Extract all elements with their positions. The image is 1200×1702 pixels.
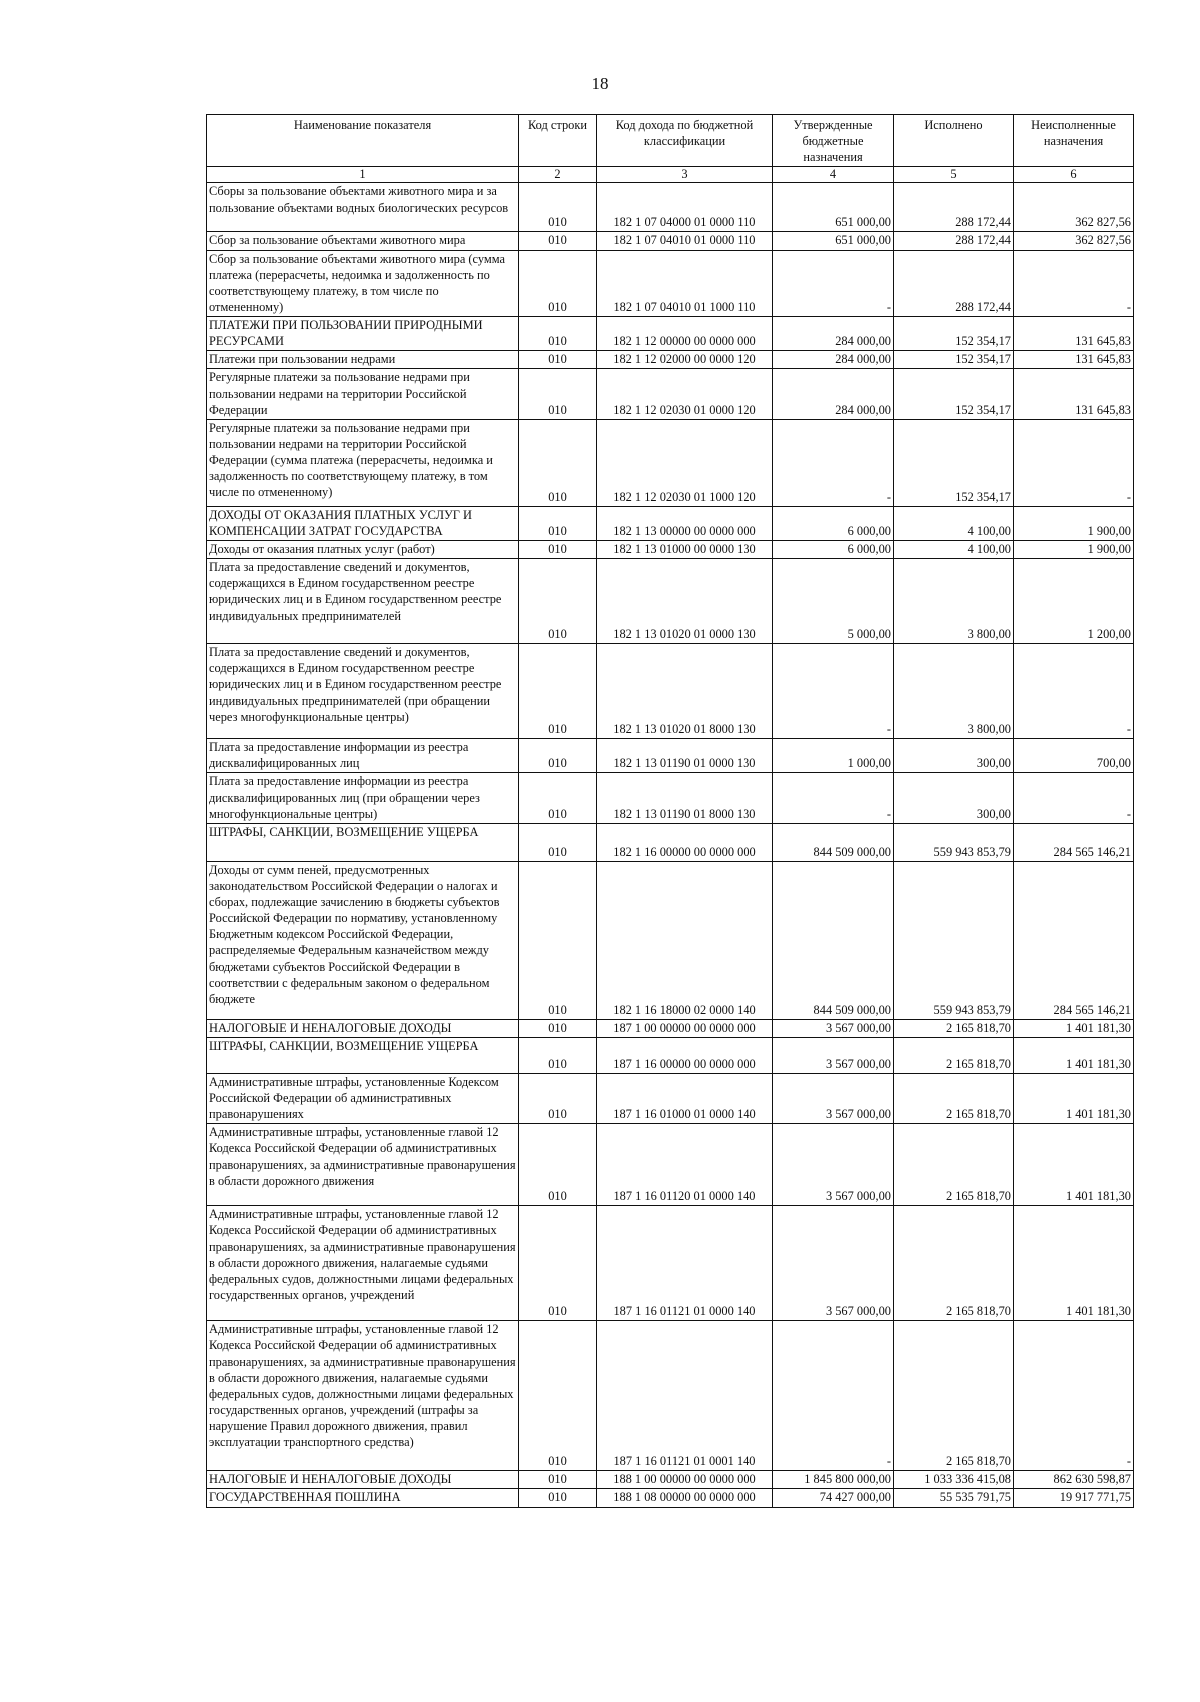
approved-amount-cell: - xyxy=(773,1321,894,1471)
line-code-cell: 010 xyxy=(519,559,597,644)
budget-execution-table xyxy=(206,114,1134,1508)
income-code-cell: 182 1 13 01190 01 0000 130 xyxy=(597,739,773,773)
approved-amount-cell: 651 000,00 xyxy=(773,183,894,232)
line-code-cell: 010 xyxy=(519,1124,597,1206)
unexecuted-amount-cell: 1 401 181,30 xyxy=(1014,1206,1134,1321)
indicator-name-cell: Регулярные платежи за пользование недрами при пользовании недрами на территории Российской Федерации xyxy=(207,369,519,419)
approved-amount-cell: 6 000,00 xyxy=(773,506,894,540)
table-row xyxy=(207,506,1134,540)
table-header-row xyxy=(207,115,1134,167)
approved-amount-cell: - xyxy=(773,419,894,506)
table-row xyxy=(207,250,1134,317)
line-code-cell: 010 xyxy=(519,1019,597,1037)
indicator-name-cell: Плата за предоставление сведений и документов, содержащихся в Едином государственном реестре юридических лиц и в Едином государственном реестре индивидуальных предпринимателей xyxy=(207,559,519,644)
unexecuted-amount-cell: 131 645,83 xyxy=(1014,369,1134,419)
unexecuted-amount-cell: 1 401 181,30 xyxy=(1014,1037,1134,1073)
indicator-name-cell: Плата за предоставление сведений и документов, содержащихся в Едином государственном реестре юридических лиц и в Едином государственном реестре индивидуальных предпринимателей (при обращении через многофункциональные центры) xyxy=(207,644,519,739)
approved-amount-cell: 3 567 000,00 xyxy=(773,1019,894,1037)
table-row xyxy=(207,541,1134,559)
table-row xyxy=(207,1124,1134,1206)
table-row xyxy=(207,773,1134,823)
table-row xyxy=(207,861,1134,1019)
executed-amount-cell: 288 172,44 xyxy=(894,232,1014,250)
line-code-cell: 010 xyxy=(519,232,597,250)
unexecuted-amount-cell: 131 645,83 xyxy=(1014,351,1134,369)
income-code-cell: 182 1 07 04010 01 0000 110 xyxy=(597,232,773,250)
executed-amount-cell: 2 165 818,70 xyxy=(894,1206,1014,1321)
indicator-name-cell: Сбор за пользование объектами животного мира (сумма платежа (перерасчеты, недоимка и задолженность по соответствующему платежу, в том числе по отмененному) xyxy=(207,250,519,317)
approved-amount-cell: 3 567 000,00 xyxy=(773,1206,894,1321)
column-number: 6 xyxy=(1014,167,1134,183)
header-executed: Исполнено xyxy=(894,115,1014,167)
header-line-code: Код строки xyxy=(519,115,597,167)
line-code-cell: 010 xyxy=(519,861,597,1019)
table-row xyxy=(207,369,1134,419)
indicator-name-cell: Доходы от оказания платных услуг (работ) xyxy=(207,541,519,559)
header-income-code: Код дохода по бюджетной классификации xyxy=(597,115,773,167)
approved-amount-cell: 284 000,00 xyxy=(773,317,894,351)
income-code-cell: 187 1 16 01121 01 0001 140 xyxy=(597,1321,773,1471)
indicator-name-cell: Сбор за пользование объектами животного мира xyxy=(207,232,519,250)
table-row xyxy=(207,1019,1134,1037)
line-code-cell: 010 xyxy=(519,1073,597,1123)
column-number: 4 xyxy=(773,167,894,183)
indicator-name-cell: Плата за предоставление информации из реестра дисквалифицированных лиц xyxy=(207,739,519,773)
line-code-cell: 010 xyxy=(519,1206,597,1321)
table-row xyxy=(207,559,1134,644)
unexecuted-amount-cell: 362 827,56 xyxy=(1014,183,1134,232)
executed-amount-cell: 288 172,44 xyxy=(894,250,1014,317)
executed-amount-cell: 152 354,17 xyxy=(894,369,1014,419)
approved-amount-cell: 284 000,00 xyxy=(773,369,894,419)
executed-amount-cell: 152 354,17 xyxy=(894,419,1014,506)
table-row xyxy=(207,1037,1134,1073)
table-row xyxy=(207,823,1134,861)
page-number: 18 xyxy=(591,74,609,93)
executed-amount-cell: 288 172,44 xyxy=(894,183,1014,232)
approved-amount-cell: - xyxy=(773,644,894,739)
approved-amount-cell: 3 567 000,00 xyxy=(773,1037,894,1073)
approved-amount-cell: 844 509 000,00 xyxy=(773,823,894,861)
unexecuted-amount-cell: 1 900,00 xyxy=(1014,541,1134,559)
income-code-cell: 182 1 12 02030 01 0000 120 xyxy=(597,369,773,419)
line-code-cell: 010 xyxy=(519,541,597,559)
income-code-cell: 182 1 12 02030 01 1000 120 xyxy=(597,419,773,506)
indicator-name-cell: Регулярные платежи за пользование недрами при пользовании недрами на территории Российской Федерации (сумма платежа (перерасчеты, недоимка и задолженность по соответствующему платежу, в том числе по отмененному) xyxy=(207,419,519,506)
table-row xyxy=(207,1321,1134,1471)
approved-amount-cell: 1 000,00 xyxy=(773,739,894,773)
approved-amount-cell: 651 000,00 xyxy=(773,232,894,250)
unexecuted-amount-cell: - xyxy=(1014,644,1134,739)
table-row xyxy=(207,351,1134,369)
indicator-name-cell: Административные штрафы, установленные главой 12 Кодекса Российской Федерации об административных правонарушениях, за административные правонарушения в области дорожного движения, налагаемые судьями федеральных судов, должностными лицами федеральных государственных органов, учреждений (штрафы за нарушение Правил дорожного движения, правил эксплуатации транспортного средства) xyxy=(207,1321,519,1471)
executed-amount-cell: 559 943 853,79 xyxy=(894,823,1014,861)
column-number: 1 xyxy=(207,167,519,183)
approved-amount-cell: 6 000,00 xyxy=(773,541,894,559)
indicator-name-cell: НАЛОГОВЫЕ И НЕНАЛОГОВЫЕ ДОХОДЫ xyxy=(207,1471,519,1489)
executed-amount-cell: 2 165 818,70 xyxy=(894,1321,1014,1471)
executed-amount-cell: 2 165 818,70 xyxy=(894,1073,1014,1123)
line-code-cell: 010 xyxy=(519,1321,597,1471)
line-code-cell: 010 xyxy=(519,419,597,506)
line-code-cell: 010 xyxy=(519,250,597,317)
executed-amount-cell: 152 354,17 xyxy=(894,351,1014,369)
line-code-cell: 010 xyxy=(519,823,597,861)
income-code-cell: 182 1 07 04010 01 1000 110 xyxy=(597,250,773,317)
executed-amount-cell: 2 165 818,70 xyxy=(894,1124,1014,1206)
executed-amount-cell: 1 033 336 415,08 xyxy=(894,1471,1014,1489)
line-code-cell: 010 xyxy=(519,351,597,369)
unexecuted-amount-cell: 284 565 146,21 xyxy=(1014,823,1134,861)
income-code-cell: 188 1 00 00000 00 0000 000 xyxy=(597,1471,773,1489)
table-row xyxy=(207,232,1134,250)
unexecuted-amount-cell: 1 200,00 xyxy=(1014,559,1134,644)
indicator-name-cell: Административные штрафы, установленные Кодексом Российской Федерации об административных правонарушениях xyxy=(207,1073,519,1123)
income-code-cell: 182 1 16 00000 00 0000 000 xyxy=(597,823,773,861)
approved-amount-cell: 1 845 800 000,00 xyxy=(773,1471,894,1489)
approved-amount-cell: 5 000,00 xyxy=(773,559,894,644)
income-code-cell: 187 1 16 00000 00 0000 000 xyxy=(597,1037,773,1073)
indicator-name-cell: Платежи при пользовании недрами xyxy=(207,351,519,369)
indicator-name-cell: ПЛАТЕЖИ ПРИ ПОЛЬЗОВАНИИ ПРИРОДНЫМИ РЕСУРСАМИ xyxy=(207,317,519,351)
approved-amount-cell: 3 567 000,00 xyxy=(773,1124,894,1206)
line-code-cell: 010 xyxy=(519,773,597,823)
table-row xyxy=(207,317,1134,351)
income-code-cell: 182 1 13 01190 01 8000 130 xyxy=(597,773,773,823)
income-code-cell: 182 1 13 01000 00 0000 130 xyxy=(597,541,773,559)
approved-amount-cell: - xyxy=(773,250,894,317)
executed-amount-cell: 559 943 853,79 xyxy=(894,861,1014,1019)
executed-amount-cell: 300,00 xyxy=(894,773,1014,823)
income-code-cell: 182 1 12 02000 00 0000 120 xyxy=(597,351,773,369)
unexecuted-amount-cell: - xyxy=(1014,419,1134,506)
unexecuted-amount-cell: 1 900,00 xyxy=(1014,506,1134,540)
executed-amount-cell: 152 354,17 xyxy=(894,317,1014,351)
income-code-cell: 182 1 13 01020 01 0000 130 xyxy=(597,559,773,644)
table-row xyxy=(207,644,1134,739)
table-row xyxy=(207,739,1134,773)
unexecuted-amount-cell: 362 827,56 xyxy=(1014,232,1134,250)
table-row xyxy=(207,419,1134,506)
approved-amount-cell: 3 567 000,00 xyxy=(773,1073,894,1123)
income-code-cell: 187 1 16 01000 01 0000 140 xyxy=(597,1073,773,1123)
executed-amount-cell: 3 800,00 xyxy=(894,559,1014,644)
table-row xyxy=(207,1073,1134,1123)
line-code-cell: 010 xyxy=(519,183,597,232)
line-code-cell: 010 xyxy=(519,739,597,773)
column-number: 3 xyxy=(597,167,773,183)
table-row xyxy=(207,183,1134,232)
column-number-row xyxy=(207,167,1134,183)
indicator-name-cell: НАЛОГОВЫЕ И НЕНАЛОГОВЫЕ ДОХОДЫ xyxy=(207,1019,519,1037)
header-approved: Утвержденные бюджетные назначения xyxy=(773,115,894,167)
line-code-cell: 010 xyxy=(519,1489,597,1507)
income-code-cell: 187 1 00 00000 00 0000 000 xyxy=(597,1019,773,1037)
line-code-cell: 010 xyxy=(519,506,597,540)
line-code-cell: 010 xyxy=(519,369,597,419)
unexecuted-amount-cell: 19 917 771,75 xyxy=(1014,1489,1134,1507)
executed-amount-cell: 4 100,00 xyxy=(894,506,1014,540)
unexecuted-amount-cell: 1 401 181,30 xyxy=(1014,1124,1134,1206)
table-row xyxy=(207,1206,1134,1321)
executed-amount-cell: 3 800,00 xyxy=(894,644,1014,739)
approved-amount-cell: 844 509 000,00 xyxy=(773,861,894,1019)
indicator-name-cell: ШТРАФЫ, САНКЦИИ, ВОЗМЕЩЕНИЕ УЩЕРБА xyxy=(207,823,519,861)
unexecuted-amount-cell: 1 401 181,30 xyxy=(1014,1073,1134,1123)
column-number: 2 xyxy=(519,167,597,183)
unexecuted-amount-cell: 700,00 xyxy=(1014,739,1134,773)
income-code-cell: 182 1 12 00000 00 0000 000 xyxy=(597,317,773,351)
table-row xyxy=(207,1471,1134,1489)
income-code-cell: 182 1 07 04000 01 0000 110 xyxy=(597,183,773,232)
income-code-cell: 188 1 08 00000 00 0000 000 xyxy=(597,1489,773,1507)
approved-amount-cell: 284 000,00 xyxy=(773,351,894,369)
unexecuted-amount-cell: 284 565 146,21 xyxy=(1014,861,1134,1019)
unexecuted-amount-cell: - xyxy=(1014,773,1134,823)
executed-amount-cell: 2 165 818,70 xyxy=(894,1037,1014,1073)
indicator-name-cell: ШТРАФЫ, САНКЦИИ, ВОЗМЕЩЕНИЕ УЩЕРБА xyxy=(207,1037,519,1073)
indicator-name-cell: Плата за предоставление информации из реестра дисквалифицированных лиц (при обращении через многофункциональные центры) xyxy=(207,773,519,823)
header-indicator-name: Наименование показателя xyxy=(207,115,519,167)
indicator-name-cell: Административные штрафы, установленные главой 12 Кодекса Российской Федерации об административных правонарушениях, за административные правонарушения в области дорожного движения, налагаемые судьями федеральных судов, должностными лицами федеральных государственных органов, учреждений xyxy=(207,1206,519,1321)
unexecuted-amount-cell: 131 645,83 xyxy=(1014,317,1134,351)
approved-amount-cell: - xyxy=(773,773,894,823)
line-code-cell: 010 xyxy=(519,1471,597,1489)
line-code-cell: 010 xyxy=(519,317,597,351)
approved-amount-cell: 74 427 000,00 xyxy=(773,1489,894,1507)
unexecuted-amount-cell: 862 630 598,87 xyxy=(1014,1471,1134,1489)
indicator-name-cell: Сборы за пользование объектами животного мира и за пользование объектами водных биологических ресурсов xyxy=(207,183,519,232)
unexecuted-amount-cell: 1 401 181,30 xyxy=(1014,1019,1134,1037)
indicator-name-cell: ГОСУДАРСТВЕННАЯ ПОШЛИНА xyxy=(207,1489,519,1507)
income-code-cell: 187 1 16 01120 01 0000 140 xyxy=(597,1124,773,1206)
unexecuted-amount-cell: - xyxy=(1014,1321,1134,1471)
executed-amount-cell: 4 100,00 xyxy=(894,541,1014,559)
column-number: 5 xyxy=(894,167,1014,183)
executed-amount-cell: 55 535 791,75 xyxy=(894,1489,1014,1507)
indicator-name-cell: Доходы от сумм пеней, предусмотренных законодательством Российской Федерации о налогах и сборах, подлежащие зачислению в бюджеты субъектов Российской Федерации по нормативу, установленному Бюджетным кодексом Российской Федерации, распределяемые Федеральным казначейством между бюджетами субъектов Российской Федерации в соответствии с федеральным законом о федеральном бюджете xyxy=(207,861,519,1019)
line-code-cell: 010 xyxy=(519,644,597,739)
income-code-cell: 187 1 16 01121 01 0000 140 xyxy=(597,1206,773,1321)
income-code-cell: 182 1 16 18000 02 0000 140 xyxy=(597,861,773,1019)
header-unexecuted: Неисполненные назначения xyxy=(1014,115,1134,167)
table-row xyxy=(207,1489,1134,1507)
indicator-name-cell: Административные штрафы, установленные главой 12 Кодекса Российской Федерации об административных правонарушениях, за административные правонарушения в области дорожного движения xyxy=(207,1124,519,1206)
unexecuted-amount-cell: - xyxy=(1014,250,1134,317)
executed-amount-cell: 300,00 xyxy=(894,739,1014,773)
income-code-cell: 182 1 13 01020 01 8000 130 xyxy=(597,644,773,739)
income-code-cell: 182 1 13 00000 00 0000 000 xyxy=(597,506,773,540)
executed-amount-cell: 2 165 818,70 xyxy=(894,1019,1014,1037)
table-body xyxy=(207,183,1134,1507)
line-code-cell: 010 xyxy=(519,1037,597,1073)
indicator-name-cell: ДОХОДЫ ОТ ОКАЗАНИЯ ПЛАТНЫХ УСЛУГ И КОМПЕНСАЦИИ ЗАТРАТ ГОСУДАРСТВА xyxy=(207,506,519,540)
